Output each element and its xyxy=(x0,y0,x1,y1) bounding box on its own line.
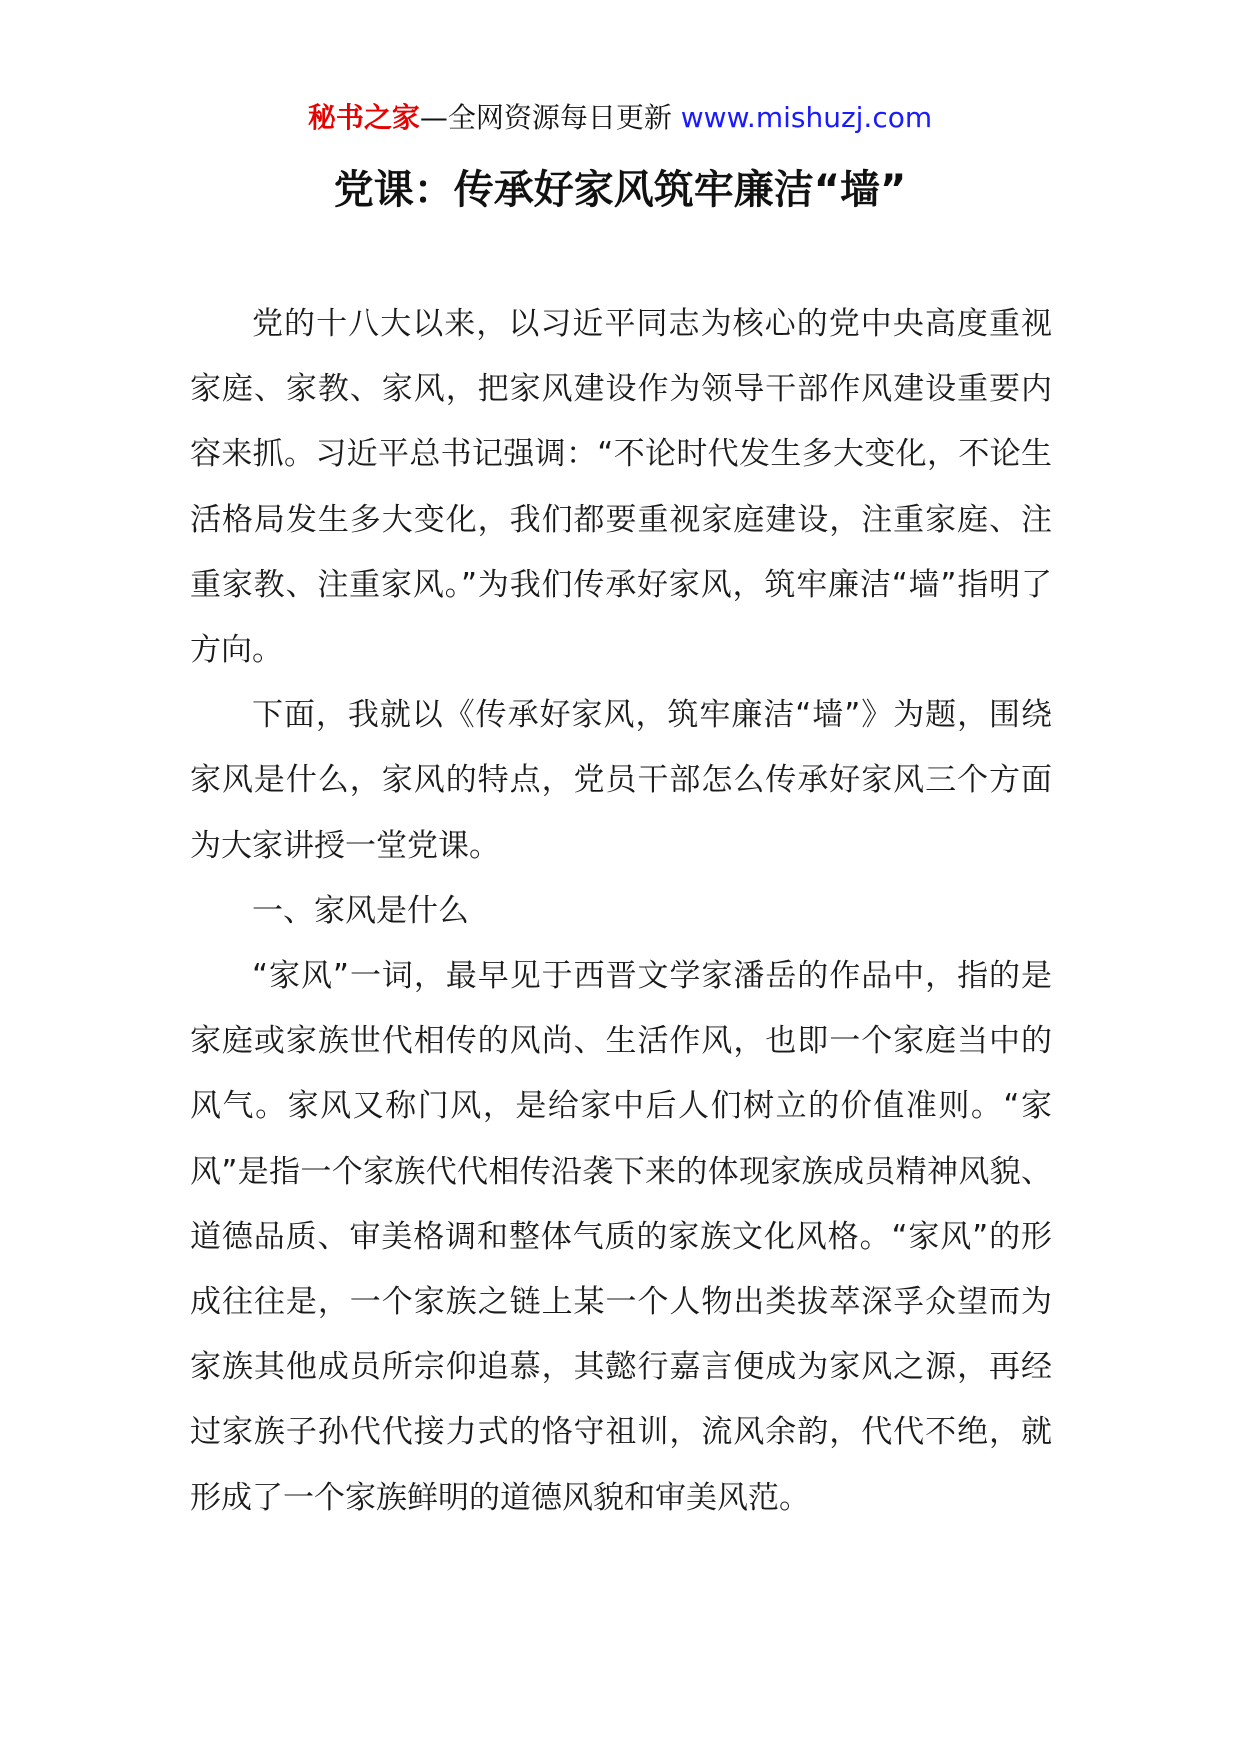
banner-tagline: —全网资源每日更新 xyxy=(419,101,681,134)
document-body xyxy=(190,292,1052,1531)
intro-paragraph: 党的十八大以来，以习近平同志为核心的党中央高度重视家庭、家教、家风，把家风建设作为领导干部作风建设重要内容来抓。习近平总书记强调：“不论时代发生多大变化，不论生活格局发生多大变化，我们都要重视家庭建设，注重家庭、注重家教、注重家风。”为我们传承好家风，筑牢廉洁“墙”指明了方向。 xyxy=(190,306,1052,669)
site-url-link[interactable]: www.mishuzj.com xyxy=(680,101,933,134)
site-banner xyxy=(0,100,1240,136)
brand-name: 秘书之家 xyxy=(307,101,420,134)
document-title: 党课：传承好家风筑牢廉洁“墙” xyxy=(333,167,907,213)
section-heading: 一、家风是什么 xyxy=(252,892,469,929)
outline-paragraph: 下面，我就以《传承好家风，筑牢廉洁“墙”》为题，围绕家风是什么，家风的特点，党员干部怎么传承好家风三个方面为大家讲授一堂党课。 xyxy=(190,697,1052,864)
section-paragraph: “家风”一词，最早见于西晋文学家潘岳的作品中，指的是家庭或家族世代相传的风尚、生活作风，也即一个家庭当中的风气。家风又称门风，是给家中后人们树立的价值准则。“家风”是指一个家族代代相传沿袭下来的体现家族成员精神风貌、道德品质、审美格调和整体气质的家族文化风格。“家风”的形成往往是，一个家族之链上某一个人物出类拔萃深孚众望而为家族其他成员所宗仰追慕，其懿行嘉言便成为家风之源，再经过家族子孙代代接力式的恪守祖训，流风余韵，代代不绝，就形成了一个家族鲜明的道德风貌和审美风范。 xyxy=(190,958,1052,1516)
